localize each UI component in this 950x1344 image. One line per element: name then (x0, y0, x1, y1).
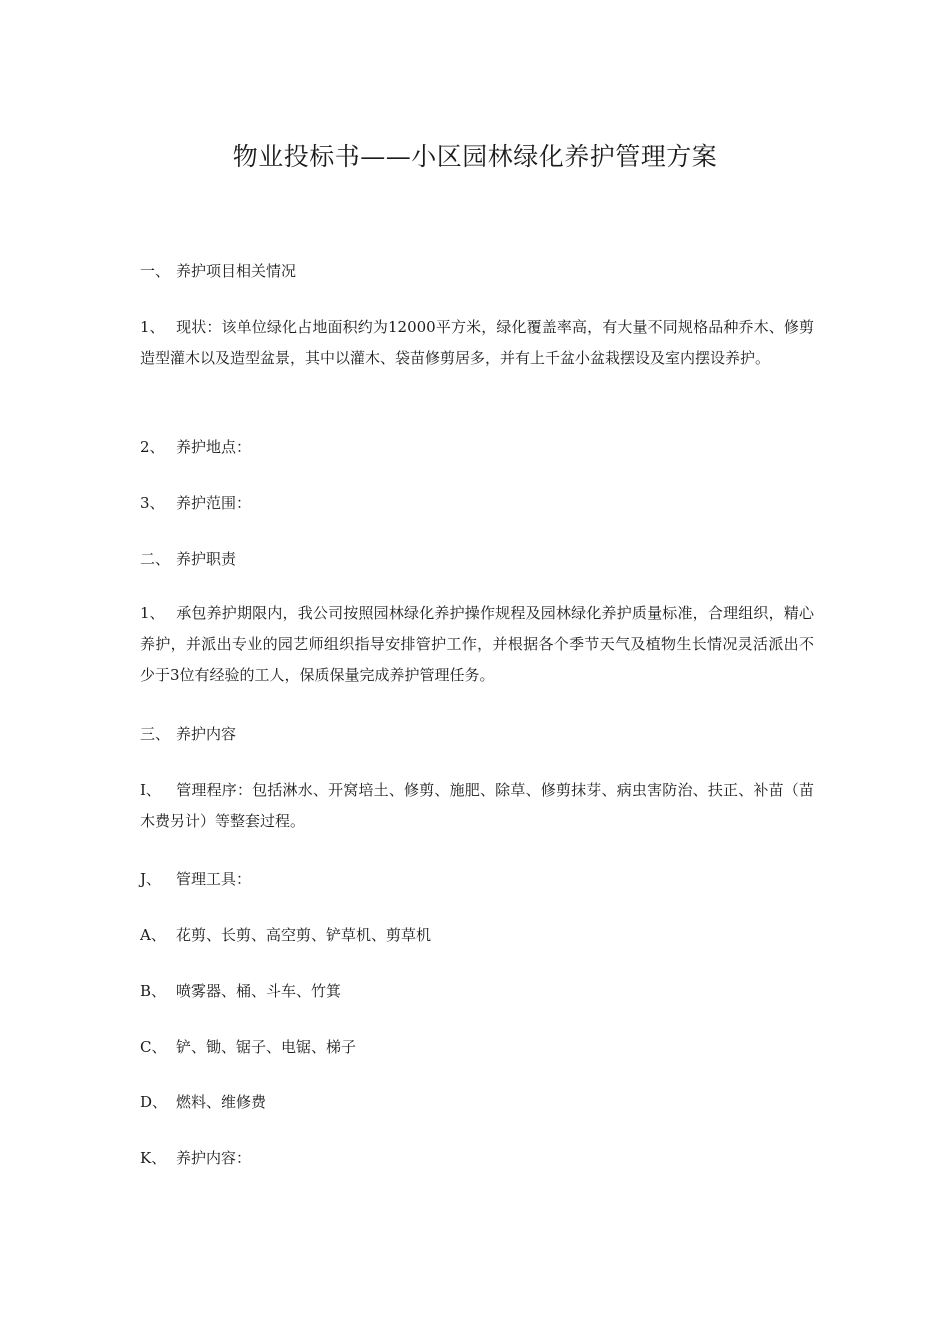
list-item (140, 920, 812, 951)
list-item (140, 1032, 812, 1063)
section-heading (140, 256, 812, 287)
item-number: C、 (140, 1038, 167, 1056)
list-item (140, 976, 812, 1007)
item-text: 养护项目相关情况 (176, 262, 297, 280)
item-number: 二、 (140, 550, 171, 568)
section-heading (140, 719, 812, 750)
item-number: 一、 (140, 262, 171, 280)
item-number: 3、 (140, 494, 165, 512)
item-number: I、 (140, 781, 161, 799)
item-text: 燃料、维修费 (176, 1093, 267, 1111)
paragraph (140, 775, 814, 837)
item-number: K、 (140, 1149, 167, 1167)
list-item (140, 488, 812, 519)
item-text: 管理程序：包括淋水、开窝培土、修剪、施肥、除草、修剪抹芽、病虫害防治、扶正、补苗（苗木费另计）等整套过程。 (140, 781, 814, 830)
item-text: 养护内容 (176, 725, 237, 743)
item-number: A、 (140, 926, 166, 944)
item-text: 养护内容： (176, 1149, 252, 1167)
item-number: 1、 (140, 604, 165, 622)
item-number: 三、 (140, 725, 171, 743)
item-number: J、 (140, 870, 162, 888)
item-text: 养护职责 (176, 550, 237, 568)
item-text: 养护地点： (176, 438, 252, 456)
item-number: 2、 (140, 438, 165, 456)
paragraph (140, 312, 814, 374)
item-number: 1、 (140, 318, 165, 336)
item-number: B、 (140, 982, 167, 1000)
item-text: 现状：该单位绿化占地面积约为12000平方米，绿化覆盖率高，有大量不同规格品种乔木、修剪造型灌木以及造型盆景，其中以灌木、袋苗修剪居多，并有上千盆小盆栽摆设及室内摆设养护。 (140, 318, 814, 367)
list-item (140, 1087, 812, 1118)
list-item (140, 432, 812, 463)
item-text: 管理工具： (176, 870, 252, 888)
item-text: 养护范围： (176, 494, 252, 512)
item-text: 承包养护期限内，我公司按照园林绿化养护操作规程及园林绿化养护质量标准，合理组织，精心养护，并派出专业的园艺师组织指导安排管护工作，并根据各个季节天气及植物生长情况灵活派出不少于3位有经验的工人，保质保量完成养护管理任务。 (140, 604, 814, 684)
item-text: 花剪、长剪、高空剪、铲草机、剪草机 (176, 926, 432, 944)
list-item (140, 1143, 812, 1174)
item-text: 喷雾器、桶、斗车、竹箕 (176, 982, 342, 1000)
paragraph (140, 598, 814, 691)
page-title: 物业投标书——小区园林绿化养护管理方案 (232, 142, 718, 171)
list-item (140, 864, 812, 895)
section-heading (140, 544, 812, 575)
item-number: D、 (140, 1093, 168, 1111)
item-text: 铲、锄、锯子、电锯、梯子 (176, 1038, 357, 1056)
